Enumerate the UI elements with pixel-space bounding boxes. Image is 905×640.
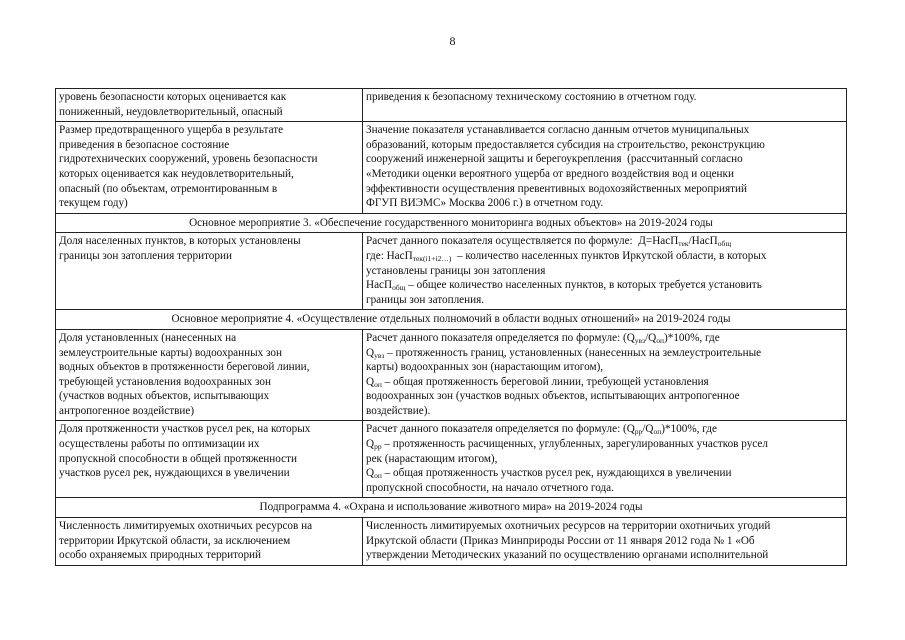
- text-line: [366, 375, 843, 390]
- text-line: Иркутской области (Приказ Минприроды России от 11 января 2012 года № 1 «Об: [366, 534, 755, 547]
- text-segment: – общая протяженность береговой линии, требующей установления: [381, 375, 709, 388]
- text-line: [366, 346, 843, 361]
- text-line: антропогенное воздействие): [59, 404, 195, 417]
- text-line: [366, 278, 843, 293]
- indicator-name-cell: [56, 233, 363, 310]
- text-line: Численность лимитируемых охотничьих ресурсов на территории охотничьих угодий: [366, 520, 771, 533]
- text-segment: установлены границы зон затопления: [366, 264, 546, 277]
- text-line: [366, 264, 843, 279]
- text-line: землеустроительные карты) водоохранных зон: [59, 346, 282, 359]
- text-segment: Q: [366, 346, 375, 359]
- section-heading: Основное мероприятие 3. «Обеспечение государственного мониторинга водных объектов» на 2019-2024 годы: [56, 213, 847, 233]
- page-number: 8: [449, 34, 456, 48]
- text-line: особо охраняемых природных территорий: [59, 549, 262, 562]
- text-segment: /Q: [645, 331, 657, 344]
- method-cell: [363, 89, 847, 122]
- indicator-name-cell: [56, 122, 363, 214]
- subscript: оп: [653, 427, 662, 437]
- text-line: утверждении Методических указаний по осуществлению органами исполнительной: [366, 549, 769, 562]
- text-segment: Расчет данного показателя определяется по формуле: (Q: [366, 331, 635, 344]
- subscript: тек(i1+i2…): [412, 253, 452, 263]
- section-heading: Подпрограмма 4. «Охрана и использование животного мира» на 2019-2024 годы: [56, 498, 847, 518]
- method-cell: [363, 329, 847, 421]
- text-line: гидротехнических сооружений, уровень безопасности: [59, 153, 318, 166]
- text-line: [366, 404, 843, 419]
- text-line: Численность лимитируемых охотничьих ресурсов на: [59, 520, 313, 533]
- subscript: увз: [374, 350, 385, 360]
- subscript: оп: [374, 471, 382, 481]
- text-line: территории Иркутской области, за исключением: [59, 534, 291, 547]
- text-segment: пропускной способности, на начало отчетного года.: [366, 481, 614, 494]
- subscript: увз: [634, 335, 646, 345]
- text-line: [366, 249, 843, 264]
- text-line: сооружений инженерной защиты и берегоукрепления (рассчитанный согласно: [366, 153, 743, 166]
- table-row: [56, 233, 847, 310]
- text-line: [366, 360, 843, 375]
- section-heading: Основное мероприятие 4. «Осуществление отдельных полномочий в области водных отношений» на 2019-2024 годы: [56, 310, 847, 330]
- text-line: [366, 331, 843, 346]
- text-line: эффективности осуществления превентивных водохозяйственных мероприятий: [366, 182, 747, 195]
- text-line: требующей установления водоохранных зон: [59, 375, 271, 388]
- text-segment: Q: [366, 438, 375, 451]
- table-row: [56, 518, 847, 566]
- text-segment: – общее количество населенных пунктов, в которых требуется установить: [405, 279, 762, 292]
- text-line: Значение показателя устанавливается согласно данным отчетов муниципальных: [366, 124, 750, 137]
- table-row: [56, 421, 847, 498]
- text-line: пониженный, неудовлетворительный, опасный: [59, 105, 283, 118]
- text-line: опасный (по объектам, отремонтированным в: [59, 182, 278, 195]
- text-segment: где: НасП: [366, 249, 413, 262]
- text-segment: Расчет данного показателя осуществляется по формуле: Д=НасП: [366, 235, 679, 248]
- text-line: Размер предотвращенного ущерба в результате: [59, 124, 284, 137]
- text-line: «Методики оценки вероятного ущерба от вредного воздействия вод и оценки: [366, 167, 734, 180]
- section-heading-row: [56, 213, 847, 233]
- text-segment: Расчет данного показателя определяется по формуле: (Q: [366, 423, 635, 436]
- text-line: осуществлены работы по оптимизации их: [59, 438, 260, 451]
- subscript: тек: [678, 239, 689, 249]
- text-line: [366, 389, 843, 404]
- text-segment: )*100%, где: [664, 331, 720, 344]
- table-row: [56, 89, 847, 122]
- text-line: (участков водных объектов, испытывающих: [59, 390, 270, 403]
- text-segment: воздействие).: [366, 404, 431, 417]
- text-line: [366, 234, 843, 249]
- indicators-table: [55, 88, 847, 566]
- text-line: границы зон затопления территории: [59, 249, 232, 262]
- method-cell: [363, 518, 847, 566]
- text-segment: НасП: [366, 279, 393, 292]
- text-line: [366, 452, 843, 467]
- text-line: текущем году): [59, 197, 128, 210]
- subscript: рр: [374, 442, 382, 452]
- text-line: [366, 481, 843, 496]
- text-segment: /НасП: [688, 235, 718, 248]
- text-segment: Q: [366, 467, 375, 480]
- text-segment: – протяженность расчищенных, углубленных, зарегулированных участков русел: [381, 438, 768, 451]
- method-cell: [363, 122, 847, 214]
- text-segment: )*100%, где: [661, 423, 717, 436]
- text-line: приведения в безопасное состояние: [59, 138, 230, 151]
- indicator-name-cell: [56, 518, 363, 566]
- indicator-name-cell: [56, 329, 363, 421]
- method-cell: [363, 421, 847, 498]
- subscript: оп: [656, 335, 665, 345]
- text-segment: – общая протяженность участков русел рек, нуждающихся в увеличении: [381, 467, 732, 480]
- subscript: общ: [392, 283, 406, 293]
- text-line: которых оценивается как неудовлетворительный,: [59, 167, 294, 180]
- text-segment: границы зон затопления.: [366, 293, 485, 306]
- subscript: рр: [634, 427, 643, 437]
- subscript: общ: [717, 239, 732, 249]
- text-segment: карты) водоохранных зон (нарастающим итогом),: [366, 361, 604, 374]
- method-cell: [363, 233, 847, 310]
- text-line: участков русел рек, нуждающихся в увеличении: [59, 467, 290, 480]
- text-line: Доля населенных пунктов, в которых установлены: [59, 235, 301, 248]
- indicator-name-cell: [56, 421, 363, 498]
- text-line: [366, 293, 843, 308]
- text-line: [366, 422, 843, 437]
- text-line: приведения к безопасному техническому состоянию в отчетном году.: [366, 91, 697, 103]
- text-line: образований, которым предоставляется субсидия на строительство, реконструкцию: [366, 138, 765, 151]
- text-line: Доля установленных (нанесенных на: [59, 331, 237, 344]
- section-heading-row: [56, 310, 847, 330]
- text-line: уровень безопасности которых оценивается как: [59, 91, 287, 103]
- table-row: [56, 329, 847, 421]
- text-line: ФГУП ВИЭМС» Москва 2006 г.) в отчетном году.: [366, 197, 604, 210]
- text-line: пропускной способности в общей протяженности: [59, 452, 297, 465]
- text-segment: – количество населенных пунктов Иркутской области, в которых: [451, 249, 767, 262]
- text-line: [366, 466, 843, 481]
- subscript: оп: [374, 379, 382, 389]
- indicator-name-cell: [56, 89, 363, 122]
- text-segment: – протяженность границ, установленных (нанесенных на землеустроительные: [384, 346, 762, 359]
- text-segment: водоохранных зон (участков водных объектов, испытывающих антропогенное: [366, 390, 740, 403]
- text-segment: Q: [366, 375, 375, 388]
- section-heading-row: [56, 498, 847, 518]
- text-line: Доля протяженности участков русел рек, на которых: [59, 423, 311, 436]
- table-row: [56, 122, 847, 214]
- text-segment: /Q: [642, 423, 654, 436]
- text-line: [366, 437, 843, 452]
- text-segment: рек (нарастающим итогом),: [366, 452, 498, 465]
- text-line: водных объектов в протяженности береговой линии,: [59, 361, 310, 374]
